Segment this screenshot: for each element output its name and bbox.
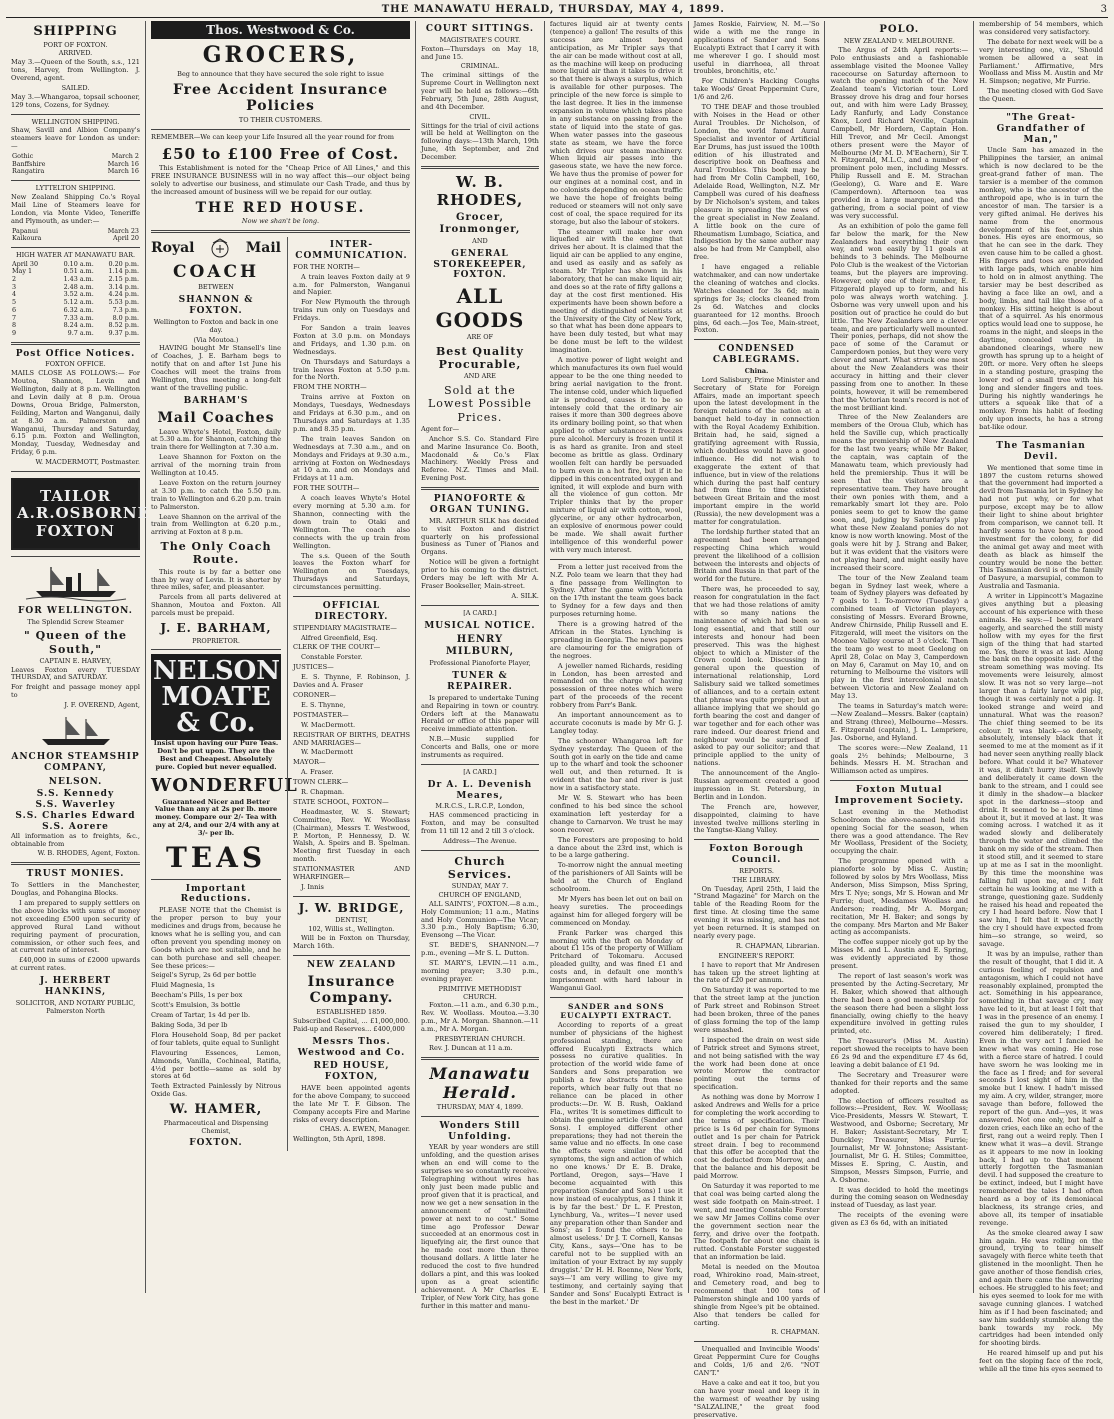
society-1: Last evening in the Methodist Schoolroom the above-named held its opening Social for the season, when there was a good attendance. The Rev Mr Woollass, President of the Society, occupying the chair. — [830, 807, 969, 856]
masthead — [6, 4, 1108, 18]
beg-text: Beg to announce that they have secured the sole right to issue — [177, 69, 384, 78]
fleet-ship: S.S. Charles Edward — [15, 811, 136, 822]
queen-text: The s.s. Queen of the South leaves the Foxton wharf for Wellington on Tuesdays, Thursdays and Saturdays, circumstances permitting. — [293, 551, 410, 592]
captain-text: CAPTAIN E. HARVEY, — [39, 656, 112, 665]
polo-subheading: NEW ZEALAND v. MELBOURNE. — [843, 37, 955, 45]
foxton-office-heading: FOXTON OFFICE. — [45, 360, 106, 369]
and-text: AND — [472, 237, 488, 246]
st-bedes-text: ST. BEDE'S, SHANNON.—7 p.m., evening —Mr S. L. Dutton. — [421, 941, 539, 958]
directory-list — [293, 625, 410, 892]
directory-label: CORONER— — [293, 690, 336, 699]
directory-label: REGISTRAR OF BIRTHS, DEATHS AND MARRIAGES— — [293, 730, 410, 747]
nelson-moate-banner: NELSON MOATE & Co. — [153, 656, 281, 739]
primitive-methodist-heading: PRIMITIVE METHODIST CHURCH. — [438, 984, 522, 1001]
ship-row: Banffshire March 16 — [12, 159, 139, 168]
royal-text: Royal — [151, 239, 195, 256]
guaranteed-text: Guaranteed Nicer and Better Value than any at 2s per lb. more money. Compare our 2/- Tea with any at 2/4, and our 2/4 with any at 3/- per lb. — [152, 797, 280, 838]
editorial-cont-2: The steamer will make her own liquefied air with the engine that drives her about. It is claimed that the liquid air can be applied to any engine, and used as easily and as safely as steam. Mr Tripler has shown in his laboratory, that he can make liquid air, and does so at the rate of fifty gallons a day at the cost first mentioned. His experiments have been shown before a meeting of distinguished scientists at the University of the City of New York, so that what has been done appears to have been duly tested, but what may be done must be left to the wildest imagination. — [549, 227, 683, 355]
price-item: Fluid Magnesia, 1s — [151, 981, 215, 990]
arrived-text: May 3.—Queen of the South, s.s., 121 tons, Harvey, from Wellington. J. Overend, agent. — [11, 58, 140, 82]
sunday-text: SUNDAY, MAY 7. — [451, 882, 509, 891]
high-water-heading: HIGH WATER AT MANAWATU BAR. — [15, 250, 136, 259]
tasmanian-devil-heading: The Tasmanian Devil. — [996, 441, 1086, 462]
watchmaker-ad: I have engaged a reliable watchmaker, and can now undertake the cleaning of watches and clocks. Watches cleaned for 3s 6d; main springs for 3s; clocks cleaned from 2s 6d. Watches and clocks guaranteed for 12 months. Brooch pins, 6d each.—Jos Tee, Main-street, Foxton. — [693, 263, 820, 335]
westwood-banner: Thos. Westwood & Co. — [151, 21, 410, 39]
appointed-text: HAVE been appointed agents for the above Company, to succeed the late Mr T. F. Gibson. The Company accepts Fire and Marine risks of every description. — [293, 1083, 410, 1124]
from-north-label: FROM THE NORTH— — [293, 383, 367, 392]
wellington-shipping-heading: WELLINGTON SHIPPING. — [31, 117, 120, 126]
polo-3: Three of the New Zealanders are members of the Oroua Club, which has held the Saville cup, which practically means the premiership of New Zealand for the last two years; while Mr Baker, the captain, was captain of the Manawatu team, which previously had held the premiership. Thus it will be seen that the visitors are a representative team. They have brought their own ponies with them, and a remarkably smart lot they are. Polo ponies seem to get to know the game soon, and, judging by Saturday's play what these New Zealand ponies do not know is now worth knowing. Most of the goals were hit by J. Strang and Baker, but it was evident that the visitors were not playing hard, and might easily have increased their score. — [830, 413, 969, 572]
from-north-text-2: The train leaves Sandon on Wednesdays at 7.30 a.m., and on Mondays and Fridays at 9.30 a.m., arriving at Foxton on Wednesdays at 10 a.m. and on Mondays and Fridays at 11 a.m. — [293, 434, 410, 483]
society-4: The report of last season's work was presented by the Acting-Secretary, Mr H. Baker, which showed that although there had been a good membership for the season there had been a slight loss financially, owing chiefly to the heavy expenditure involved in getting rules printed, etc. — [830, 971, 969, 1036]
tide-row: 9 9.7 a.m. 9.37 p.m. — [12, 328, 139, 337]
engineer-sig: R. CHAPMAN. — [771, 1328, 820, 1337]
cable-1: Lord Salisbury, Prime Minister and Secretary of State for Foreign Affairs, made an important speech upon the latest development in the foreign relations of the nation at a banquet held to-day in connection with the Royal Academy Exhibition. Britain had, he said, signed a gratifying agreement with Russia, which doubtless would have a good influence. He did not wish to exaggerate the extent of that influence, but in view of the relations which during the past half century had from time to time existed between Great Britain and the most important empire in the world (Russia), the new development was a matter for congratulation. — [693, 375, 820, 527]
directory-value: E. S. Thynne, — [301, 700, 346, 709]
and-are-text: AND ARE — [463, 372, 496, 381]
price-item: Flora Household Soap, 8d per packet of four tablets, quite equal to Sunlight — [151, 1030, 281, 1047]
ship-row: Gothic March 2 — [12, 152, 139, 161]
wonders-heading: Wonders Still Unfolding. — [439, 1120, 521, 1142]
society-cont-3: The meeting closed with God Save the Queen. — [979, 87, 1103, 104]
agencies-text: Anchor S.S. Co. Standard Fire and Marine Insurance Co. Booth, Macdonald & Co.'s Flax Machinery. Weekly Press and Referee. N.Z. Times and Mail. Evening Post. — [421, 434, 539, 483]
directory-label: JUSTICES— — [293, 663, 334, 672]
bridge-text: Will be in Foxton on Thursday, March 16th. — [293, 933, 410, 950]
polo-1: The Argus of 24th April reports:— Polo enthusiasts and a fashionable assemblage visited the Moonee Valley racecourse on Saturday afternoon to watch the opening match of the New Zealand team's Victorian tour. Lord Brassey drove his drag and four horses out, and with him were Lady Brassey, Lady Ranfurly, and Lady Constance Knox, Lord Richard Neville, Captain Campbell, Mr Hordern, Captain Hon. Hill Trevor, and Mr Cecil. Amongst others present were the Mayor of Melbourne (Mr M. D. M'Eachern), Sir T. N. Fitzgerald, M.L.C., and a number of prominent polo men, including Messrs. Philip Russell and E. M. Strachan (Geelong), G. Ware and E. Ware (Camperdown). Afternoon tea was provided in a large marquee, and the gathering, from a social point of view was very successful. — [830, 45, 969, 220]
anchor-heading: ANCHOR STEAMSHIP COMPANY, — [11, 752, 140, 773]
having-text: HAVING bought Mr Stansell's line of Coaches, J. E. Barham begs to notify that on and after 1st June his Coaches will meet the trains from Wellington, thus meeting a long-felt want of the travelling public. — [151, 344, 281, 393]
court-sittings-heading: COURT SITTINGS. — [425, 24, 535, 34]
fleet-ship: S.S. Aorere — [42, 821, 109, 832]
devil-4: As the smoke cleared away I saw him again. He was rolling on the ground, trying to tear himself savagely with fierce white teeth that glistened in the moonlight. Then he gave another of those fiendish cries, and again there came the answering echoes. He struggled to his feet; and his eyes seemed to look for me with savage cunning glances. I watched him as if I had been fascinated; and saw him suddenly stumble along the bank towards my rock. My cartridges had been intended only for shooting birds. — [979, 1228, 1103, 1348]
for-south-text: A coach leaves Whyte's Hotel every morning at 5.30 a.m. for Shannon, connecting with the down train to Otaki and Wellington. The coach also connects with the up train from Wellington. — [293, 494, 410, 550]
tuner-repairer: TUNER & REPAIRER. — [447, 671, 513, 692]
grocer-ironmonger: Grocer, Ironmonger, — [439, 212, 521, 236]
peppermint-ad: Unequalled and Invincible Woods' Great Peppermint Cure for Coughs and Colds, 1/6 and 2/6. "NOT CAN'T." — [693, 1345, 820, 1378]
st-marys-text: ST. MARY'S, LEVIN.—11 a.m., morning prayer; 3.30 p.m., evening prayer. — [421, 959, 539, 983]
between-text: BETWEEN — [198, 283, 234, 292]
directory-value: W. MacDermott — [301, 748, 354, 757]
trust-text: To Settlers in the Manchester, Douglas, and Pohangina Blocks. — [11, 881, 140, 898]
sander-text: According to reports of a great number of physicians of the highest professional standing, there are offered Eucalypti Extracts which possess no curative qualities. In protection of the world wide fame of Sanders and Sons preparation we publish a few abstracts from these reports, which bear fully out that no reliance can be placed in other products:—Dr. W. B. Rush, Oakland Fla., writes 'It is sometimes difficult to obtain the genuine article (Sander and Sons). I employed different other preparations; they had not therein the same value and no effects. In one case the effects were similar the old symptoms, the sign and action of which no one knows.' Dr E. B. Drake, Portland, Oregon, says—'Have I become acquainted with this preparation (Sander and Sons) I use it now instead of eucalyptus, as I think it is by far the best.' Dr L. F. Preston, Lynchburg, Va., writes—'I never used any preparation other than Sander and Sons'; as I found the others to be almost useless.' Dr J. T. Cornell, Kansas City, Kans., says—'One has to be careful not to be supplied with an imitation of your Extract by my supply druggist.' Dr H. H. Roenne, New York, says—'I am very willing to give my testimony, and certainly saying that Sander and Sons' Eucalypti Extract is the best in the market.' Dr — [549, 1020, 683, 1306]
lyttelton-shipping-heading: LYTTELTON SHIPPING. — [35, 184, 116, 193]
society-5: The Treasurer's (Miss M. Austin) report showed the receipts to have been £6 2s 9d and the expenditure £7 4s 6d, leaving a debit balance of £1 9d. — [830, 1037, 969, 1069]
leave-4: Leave Shannon on the arrival of the train from Wellington at 6.20 p.m., arriving at Foxton at 8 p.m. — [151, 512, 281, 537]
insurance-company-heading: Insurance Company. — [307, 973, 396, 1007]
page-number: 3 — [1100, 3, 1108, 15]
tide-row: 6 6.32 a.m. 7.3 p.m. — [12, 305, 139, 314]
column-6 — [825, 21, 974, 1293]
civil-heading: CIVIL. — [469, 112, 491, 121]
society-cont-2: The debate for next week will be a very interesting one, viz., 'Should women be allowed a seat in Parliament.' Affirmative, Mrs Woollass and Miss M. Austin and Mr H. Simpson; negative, Mr Furrie. — [979, 37, 1103, 86]
rhodes-heading: W. B. RHODES, — [436, 173, 524, 210]
polo-5: The teams in Saturday's match were:—New Zealand—Messrs. Baker (captain) and Strang (three), Melbourne—Messrs. E. Fitzgerald (captain), J. L. Lempriere, Jas. Osborne, and Hyland. — [830, 702, 969, 742]
sailed-text: May 3.—Whangaroa, topsail schooner, 129 tons, Cozens, for Sydney. — [11, 92, 140, 109]
devil-2: A writer in Lippincott's Magazine gives anything but a pleasing account of his experience with these animals. He says:—I bent forward eagerly, and searched the still misty hollow with my eyes for the first sign of the thing that had started me. Yes, there it was at last. Along the bank on the opposite side of the stream something was moving. Its movements were leisurely, almost slow. It was not so very large—not larger than a fairly large wild pig, though it was certainly not a pig. It looked strange and weird and unnatural. What was the reason? The chief thing seemed to be its colour. It was black—so densely, absolutely, intensely black that it seemed to me at the moment as if it had never seen anything really black before. What could it be? Whatever it was, it didn't hurry itself. Slowly and deliberately it came down the bank to the stream, and I could see it dimly in the shadow—a blacker spot in the darkness—stoop and drink. It seemed to be a long time about it, but it moved at last. It was coming across. I watched it as it waded slowly and deliberately through the water and climbed the bank on my side of the stream. Then it stood still, and it seemed to stare up at me as I sat in the moonlight. By this time the moonshine was falling full upon me, and I felt certain he was looking at me with a strange, questioning gaze. Suddenly he raised his head and repeated the cry I had heard before. Now that I saw him, I felt that it was exactly the cry I should have expected from him—so strange, so weird, so savage. — [979, 592, 1103, 949]
leave-1: Leave Whyte's Hotel, Foxton, daily at 5.30 a.m. for Shannon, catching the train there for Wellington at 7.30 a.m. — [151, 427, 281, 452]
directory-label: STATIONMASTER AND WHARFINGER— — [293, 865, 410, 882]
library-text: On Tuesday, April 25th, I laid the "Strand Magazine" for March on the table of the Reading Room for the first time. At closing time the same evening it was missing, and has not yet been returned. It is stamped on nearly every page. — [693, 884, 820, 941]
society-2: The programme opened with a pianoforte solo by Miss C. Austin; followed by solos by Mrs Woollass, Miss Anderson, Miss Simpson, Miss Spring, Mrs T. Nye; songs, Mr S. Howan and Mr Furrie; duet, Mesdames Woollass and Anderson; reading, Mr A. Morgan; recitation, Mr H. Baker; and songs by the company. Mrs Marton and Mr Baker acting as accompanists. — [830, 857, 969, 937]
tarsier-text: Uncle Sam has amazed in the Philippines the tarsier, an animal which is now declared to be the great-grand father of man. The tarsier is a member of the common monkey, who is the ancestor of the anthropoid ape, who is in turn the ancestor of man. The tarsier is a very gifted animal. He derives his name from the enormous development of his feet, or shin bones. His eyes are enormous, so that he can see in the dark. They even cause him to be called a ghost. His fingers and toes are provided with large pads, which enable him to hold on in almost anything. The tarsier may be best described as having a face like an owl, and a body, limbs, and tail like those of a monkey. His sitting height is about that of a squirrel. As his enormous optics would lead one to suppose, he roams in the night, and sleeps in the daytime, concealed usually in abandoned clearings, where new growth has sprung up to a height of 20ft. or more. Very often he sleeps in a standing posture, grasping the lower rod of a small tree with his long and slender fingers and toes. During his nightly wanderings he utters a squeak like that of a monkey. From his habit of feeding only upon insects, he has a strong bat-like odour. — [979, 146, 1103, 432]
society-8: It was decided to hold the meetings during the coming season on Wednesday instead of Tuesday, as last year. — [830, 1185, 969, 1210]
column-7 — [974, 20, 1108, 1374]
shan-t-long: Now we shan't be long. — [241, 217, 320, 226]
great-grandfather-heading: "The Great-Grandfather of Man," — [996, 113, 1086, 145]
hamer-sub: Pharmaceutical and Dispensing Chemist, — [163, 1118, 269, 1135]
news-2: There is a growing hatred of the African in the States. Lynching is spreading in Georgia. The news papers are clamouring for the emigration of the negroes. — [549, 620, 683, 660]
fleet-list — [11, 789, 140, 832]
coach-heading: COACH — [172, 262, 260, 283]
price-item: Cream of Tartar, 1s 4d per lb. — [151, 1011, 251, 1020]
port-heading: PORT OF FOXTON. — [43, 40, 108, 49]
grocers-heading: GROCERS, — [202, 42, 359, 69]
mails-text: MAILS CLOSE AS FOLLOWS:— For Moutoa, Shannon, Levin and Wellington, daily at 8 p.m. Wellington and Levin daily at 8 p.m. Oroua Downs, Oroua Bridge, Palmerston, Feilding, Marton and Wanganui, daily at 8.30 a.m. Palmerston and Wanganui, Thursday and Saturday, 6.15 p.m. Foxton and Wellington, Monday, Tuesday, Wednesday and Friday, 6 p.m. — [11, 369, 140, 457]
news-5: The schooner Whangaroa left for Sydney yesterday. The Queen of the South got in early on the tide and came up to the wharf and took the schooner well out, and then returned. It is evident that the bar and river is just now in a satisfactory state. — [549, 736, 683, 793]
polo-heading: POLO. — [879, 24, 920, 35]
leave-3: Leave Foxton on the return journey at 3.30 p.m. to catch the 5.50 p.m. train to Wellington and 6.20 p.m. train to Palmerston. — [151, 478, 281, 511]
ship-illustration — [36, 713, 116, 749]
ship-row: Kaikoura April 20 — [12, 234, 139, 243]
pres-text: Rev. J. Duncan at 11 a.m. — [429, 1043, 513, 1052]
rhodes-agent: W. B. RHODES, Agent, Foxton. — [37, 849, 140, 858]
for-north-label: FOR THE NORTH— — [293, 262, 360, 271]
price-item: Teeth Extracted Painlessly by Nitrous Oxide Gas. — [151, 1082, 281, 1099]
news-7: The Foresters are proposing to hold a dance about the 23rd inst, which is to be a large gathering. — [549, 835, 683, 860]
free-accident-heading: Free Accident Insurance Policies — [172, 81, 389, 115]
sold-heading: Sold at the Lowest Possible Prices. — [428, 384, 532, 424]
magistrates-court: MAGISTRATE'S COURT. — [439, 35, 521, 44]
milburn-text: Is prepared to undertake Tuning and Repairing in town or country. Orders left at the Manawatu Herald or office of this paper will receive immediate attention. — [421, 693, 539, 734]
remember-text: REMEMBER—We can keep your Life Insured all the year round for from — [151, 132, 394, 141]
news-4: An important announcement as to accurate coconuts is made by Mr G. J. Langley today. — [549, 711, 683, 735]
directory-value: W. MacDermott. — [301, 720, 356, 729]
dr-text: HAS commenced practicing in Foxton, and may be consulted from 11 till 12 and 2 till 3 o'clock. — [421, 811, 539, 836]
silk-text: MR. ARTHUR SILK has decided to visit Foxton and district quarterly on his professional business as Tuner of Pianos and Organs. — [421, 516, 539, 557]
shorter-text: This route is by far a better one than by way of Levin. It is shorter by three miles, safer, and pleasanter. — [151, 567, 281, 592]
eng-4: As nothing was done by Morrow I asked Andrews and Wells for a price for completing the work according to the terms of specification. Their price is 1s 6d per chain for Symons outlet and 1s per chain for Patrick street drain. I beg to recommend that this offer be accepted that the cost be deducted from Morrow, and that the balance and his deposit be paid Morrow. — [693, 1093, 820, 1181]
leaves-text: Leaves Foxton every TUESDAY THURSDAY, and SATURDAY. — [11, 665, 140, 682]
foxton-town: FOXTON. — [189, 1138, 243, 1149]
directory-label: POSTMASTER— — [293, 710, 349, 719]
ship-row: Rangatira March 16 — [12, 167, 139, 176]
splendid-text: The Splendid Screw Steamer — [27, 617, 124, 626]
silk-text-2: Notice will be given a fortnight prior to his coming to the district. Orders may be left with Mr A. Fraser Bookseller, Main-street. — [421, 558, 539, 590]
society-cont-1: membership of 54 members, which was considered very satisfactory. — [979, 20, 1103, 36]
player-text: Professional Pianoforte Player, — [429, 659, 531, 668]
leave-2: Leave Shannon for Foxton on the arrival of the morning train from Wellington at 10.45. — [151, 453, 281, 478]
sander-cont: James Roskie, Fairview, N. M.—'So wide a with me the range in applications of Sander and Sons Eucalypti Extract that I carry it with me wherever I go. I should most useful in diarrhoea, all throat troubles, bronchitis, etc.' — [693, 20, 820, 76]
trust-paragraph: I am prepared to supply settlers on the above blocks with sums of money not exceeding £500 upon security of approved Rural Land without requiring payment of procuration, commission, or other such fees, and at current rate of interest. — [11, 898, 140, 955]
improvement-society-heading: Foxton Mutual Improvement Society. — [834, 785, 965, 807]
parcels-text: Parcels from all parts delivered at Shannon, Moutoa and Foxton. All parcels must be prepaid. — [151, 593, 281, 618]
tea-insist-text: Insist upon having our Pure Teas. Don't be put upon. They are the Best and Cheapest. Absolutely pure. Copied but never equalled. — [153, 739, 279, 772]
teas-heading: TEAS — [165, 841, 267, 875]
intercomm-section — [287, 237, 410, 1151]
red-house-heading: THE RED HOUSE. — [195, 199, 366, 216]
eng-1: I have to report that Mr Andresen has taken up the street lighting at the rate of £20 per annum. — [693, 960, 820, 985]
arrived-heading: ARRIVED. — [58, 49, 93, 58]
ship-row: Papanui March 23 — [12, 226, 139, 235]
amount-heading: £50 to £100 Free of Cost. — [161, 144, 400, 163]
steamer-illustration — [26, 561, 126, 603]
directory-value: A. Fraser. — [301, 768, 334, 777]
column-5 — [689, 20, 826, 1419]
column-4 — [545, 20, 689, 1306]
news-8: To-morrow night the annual meeting of the parishioners of All Saints will be held at the Church of England schoolroom. — [549, 861, 683, 894]
agent-for: Agent for— — [421, 424, 460, 433]
borough-council-heading: Foxton Borough Council. — [709, 844, 804, 866]
directory-label: STATE SCHOOL, FOXTON— — [293, 797, 389, 806]
coe-heading: CHURCH OF ENGLAND, — [438, 890, 522, 899]
directory-value: R. Chapman. — [301, 788, 345, 797]
crest-icon — [205, 237, 235, 259]
shannon-foxton: SHANNON & FOXTON. — [178, 295, 254, 317]
shipping-heading: SHIPPING — [33, 24, 118, 39]
post-office-heading: Post Office Notices. — [15, 348, 136, 359]
nelson-heading: NELSON. — [48, 776, 103, 787]
lships-table — [11, 228, 140, 243]
dr-meares: Dr A. L. Devenish Meares, — [427, 779, 533, 801]
bridge-name: J. W. BRIDGE, — [298, 900, 405, 915]
trust-paragraph-2: £40,000 in sums of £2000 upwards at current rates. — [11, 956, 140, 973]
price-list — [151, 972, 281, 1099]
criminal-text: The criminal sittings of the Supreme Court in Wellington next year will be held as follows:—6th February, 5th June, 28th August, and 4th December. — [421, 71, 539, 111]
for-north-text: A train leaves Foxton daily at 9 a.m. for Palmerston, Wanganui and Napier. — [293, 272, 410, 297]
hankins-sub: SOLICITOR, AND NOTARY PUBLIC, Palmerston North — [15, 998, 136, 1015]
directory-value: J. Innis — [301, 883, 324, 891]
mail-text: Mail — [245, 239, 281, 256]
pianoforte-heading: PIANOFORTE & ORGAN TUNING. — [429, 494, 530, 515]
tailor-ad — [11, 478, 151, 550]
established-text: ESTABLISHED 1859. — [316, 1008, 387, 1017]
are-of-text: ARE OF — [466, 333, 494, 342]
presbyterian-heading: PRESBYTERIAN CHURCH. — [434, 1034, 526, 1043]
establishment-text: This Establishment is noted for the "Cheap Price of All Lines," and this FREE INSURANCE BUSINESS will in no way affect this—our object being solely to advertise our business, and stimulate our Cash Trade, and thus by the increased amount of business will we be repaid for our outlay. — [151, 163, 410, 196]
barham-name: J. E. BARHAM, — [160, 621, 272, 636]
tide-table — [11, 261, 140, 338]
column-1 — [6, 21, 151, 1293]
news-10: Frank Parker was charged this morning with the theft on Monday of about £1 15s of the property of William Pritchard of Tokomaru. Accused pleaded guilty, and was fined £1 and costs and, in default one month's imprisonment with hard labour in Wanganui Gaol. — [549, 928, 683, 992]
musical-notice-heading: MUSICAL NOTICE. — [424, 620, 536, 631]
editorial-text: YEAR by year wonders are still unfolding, and the question arises when an end will come to the surprises we so constantly receive. Telegraphing without wires has only just been made public and proof given that it is practical, and now we get a new sensation in the announcement of "unlimited power at next to no cost." Some time ago Professor Dewar succeeded at an enormous cost in liquefying air, the first ounce that he made cost more than three thousand dollars. A little later he reduced the cost to five hundred dollars a pint, and this was looked upon as a great scientific achievement. A Mr Charles E. Tripler, of New York City, has gone further in this matter and manu- — [421, 1143, 539, 1310]
milburn-name: HENRY MILBURN, — [445, 634, 515, 658]
tide-row: 8 8.24 a.m. 8.52 p.m. — [12, 321, 139, 330]
price-item: Baking Soda, 3d per lb — [151, 1021, 228, 1030]
hamer-name: W. HAMER, — [169, 1102, 263, 1118]
cablegrams-heading: CONDENSED CABLEGRAMS. — [712, 344, 801, 366]
salzaline-ad: Have a cake and eat it too, but you can have your meal and keep it in the warmest of weather by using "SALZALINE," the great food preservative. — [693, 1378, 820, 1419]
cable-3: There was, he proceeded to say, reason for congratulation in the fact that we had those relations of amity with so many nations the maintenance of which had been so long essential, and that still our interests and honour had been preserved. This was the highest object to which a Minister of the Crown could look. Discussing in general upon the question of international relationship, Lord Salisbury said we talked sometimes of alliances, and to a certain extent that phrase was quite proper; but an alliance implying that we should go forth bearing the cost and danger of war together and for each other was rare indeed. Our dearest friend and neighbour would be surprised if asked to pay our solicitor; and that principle applied to the unity of nations. — [693, 585, 820, 768]
directory-label: MAYOR— — [293, 758, 326, 767]
only-coach-heading: The Only Coach Route. — [160, 540, 272, 567]
freight-text: For freight and passage money appl to — [11, 683, 140, 700]
proprietor: PROPRIETOR. — [192, 636, 240, 645]
tide-row: 2 1.43 a.m. 2.15 p.m. — [12, 275, 139, 284]
herald-date: THURSDAY, MAY 4, 1899. — [436, 1103, 524, 1112]
editorial-cont-3: A motive power of light weight and which manufactures its own fuel would appear to be the one thing needed to bring aerial navigation to the front. The intense cold, under which liquefied air is produced, causes it to be so intensely cold that the ordinary air raises it more than 300 degrees above its ordinary boiling point, so that when applied to other substances it freezes pure alcohol. Mercury is frozen until it is as hard as granite. Iron and steel become as brittle as glass. Ordinary woollen felt can hardly be persuaded to burn even in a hot fire, but if it be dipped in this concentrated oxygen and ignited, it will explode and burn with all the violence of gun cotton. Mr Tripler thinks that by the proper mixture of liquid air with cotton, wool, glycerine, or any other hydrocarbon, an explosive of enormous power could be made. We shall await further intelligence of this wonderful power with very much interest. — [549, 356, 683, 554]
tailor-ad-text: TAILOR A.R.OSBORNE FOXTON — [17, 487, 151, 540]
polo-4: The tour of the New Zealand team began in Sydney last week, where a team of Sydney players was defeated by 7 goals to 1. To-morrow (Tuesday) a combined team of Victorian players, consisting of Messrs. Everard Browne, Andrew Chirnside, Philip Russell and E. Fitzgerald, will meet the visitors on the Moonee Valley course at 3 o'clock. Then the team go west to meet Geelong on April 28, Colac on May 3, Camperdown on May 6, Caramut on May 10, and on returning to Melbourne the visitors will play in the first intercolonial match between Victoria and New Zealand on May 13. — [830, 573, 969, 701]
fleet-ship: S.S. Waverley — [35, 800, 116, 811]
directory-value: Alfred Greenfield, Esq. — [301, 633, 378, 642]
willis-text: 102, Willis st., Wellington. — [308, 925, 395, 934]
sander-heading: SANDER and SONS EUCALYPTI EXTRACT. — [560, 1001, 673, 1020]
tide-row: April 30 0.10 a.m. 0.20 p.m. — [12, 259, 139, 268]
sandon-text: For Sandon a train leaves Foxton at 3.0 p.m. on Mondays and Fridays, and 1.30 p.m. on Wednesdays. — [293, 324, 410, 356]
for-wellington-heading: FOR WELLINGTON. — [18, 605, 133, 616]
wonderful-heading: WONDERFUL — [151, 774, 298, 796]
price-item: Beecham's Pills, 1s per box — [151, 991, 243, 1000]
new-plymouth-text: For New Plymouth the through trains run only on Tuesdays and Fridays. — [293, 298, 410, 323]
tide-row: 3 2.48 a.m. 3.14 p.m. — [12, 282, 139, 291]
mrcs-text: M.R.C.S., L.R.C.P., London, — [435, 802, 525, 811]
wellington-text: Wellington to Foxton and back in one day. — [153, 317, 279, 334]
price-item: Seigel's Syrup, 2s 6d per bottle — [151, 971, 257, 980]
sailed-heading: SAILED. — [61, 83, 90, 92]
messrs-text: Messrs Thos. Westwood and Co. — [297, 1036, 406, 1058]
fleet-ship: S.S. Kennedy — [36, 789, 115, 800]
nb-text: N.B.—Music supplied for Concerts and Balls, one or more instruments as required. — [421, 735, 539, 760]
silk-sig: A. SILK. — [511, 591, 539, 600]
society-6: The Secretary and Treasurer were thanked for their reports and the same adopted. — [830, 1070, 969, 1095]
tide-row: 7 7.33 a.m. 8.0 p.m. — [12, 313, 139, 322]
for-south-label: FOR THE SOUTH— — [293, 484, 360, 493]
postmaster-sig: W. MACDERMOTT, Postmaster. — [35, 458, 140, 467]
via-text: (Via Moutoa.) — [193, 335, 239, 344]
cable-4: The announcement of the Anglo-Russian agreement created a good impression in St. Petersburg, in Berlin and in London. — [693, 769, 820, 801]
lyttelton-shipping-text: New Zealand Shipping Co.'s Royal Mail Line of Steamers leave for London, via Monte Video, Teneriffe and Plymouth, as under:— — [11, 192, 140, 225]
wellington-shipping-text: Shaw, Savill and Albion Company's steamers leave for London as under:— — [11, 126, 140, 151]
directory-label: STIPENDIARY MAGISTRATE— — [293, 623, 397, 632]
devil-1: We mentioned that some time in 1897 the custom returns showed that the government had imported a devil from Tasmania let in Sydney he had not put why, or for what purpose, except may be to allow their light to shine about brighter from comparison, we cannot tell. It hardly seems to have been a good investment for the colony, for did the animal get away and meet with death as black as himself the country would be none the better. This Tasmanian devil is of the family of Dasyure, a marsupial, common to Australia and Tasmania. — [979, 463, 1103, 591]
trust-monies-heading: TRUST MONIES. — [26, 869, 125, 880]
directory-label: TOWN CLERK— — [293, 778, 349, 787]
nz-heading: NEW ZEALAND — [306, 959, 397, 970]
card-label: [A CARD.] — [463, 608, 497, 617]
ewen-sig: CHAS. A. EWEN, Manager. — [319, 1125, 410, 1134]
official-directory-heading: OFFICIAL DIRECTORY. — [314, 601, 389, 622]
directory-value: Headmaster, W. S. Stewart; Committee, Rev. W. Woollass (Chairman), Messrs T. Westwood, P. Morton, P. Hennessy, D. W. Walsh, A. Speirs and B. Spelman. Meeting first Tuesday in each month. — [293, 807, 410, 864]
hankins-name: J. HERBERT HANKINS, — [39, 976, 112, 997]
news-1: From a letter just received from the N.Z. Polo team we learn that they had a fine passage from Wellington to Sydney. After the game with Victoria on the 17th instant the team goes back to Sydney for a few days and then purposes returning home. — [549, 562, 683, 619]
eng-6: Metal is needed on the Moutoa road, Whirokino road, Main-street, and Cemetery road, and beg to recommend that 100 tons of Palmerston shingle and 100 yards of shingle from Ngee's pit be obtained. Also that tenders be called for carting. — [693, 1263, 820, 1327]
address-text: Address—The Avenue. — [443, 836, 517, 845]
librarian-sig: R. CHAPMAN, Librarian. — [735, 941, 820, 950]
society-7: The election of officers resulted as follows:—President, Rev. W. Woollass; Vice-Presidents, Messrs W. Stewart, T. Westwood, and Osborne; Secretary, Mr H. Baker; Assistant-Secretary, Mr T. Dunckley; Treasurer, Miss Furrie; Journalist, Mr W. Johnstone; Assistant-Journalist, Mr G. H. Stiles; Committee, Misses E. Spring, C. Austin, and Simpson, Messrs Simpson, Furrie, and A. Osborne. — [830, 1096, 969, 1184]
all-goods-heading: ALL GOODS — [435, 284, 525, 333]
column-3 — [416, 21, 545, 1310]
coe-text: ALL SAINTS', FOXTON.—8 a.m., Holy Communion; 11 a.m., Matins and Holy Communion—The Vicar; 3.30 p.m., Holy Baptism; 6.30, Evensong —The Vicar. — [421, 899, 539, 940]
coach-ad — [151, 237, 298, 1151]
cable-2: The lordship further stated that an agreement had been arranged respecting China which would prevent the likelihood of a collision between the interests and objects of Britain and Russia in that part of the world for the future. — [693, 527, 820, 584]
to-customers: TO THEIR CUSTOMERS. — [238, 116, 323, 125]
herald-nameplate: Manawatu Herald. — [429, 1063, 531, 1102]
news-6: Mr W. S. Stewart who has been confined to his bed since the school examination left yesterday for a change to Carnarvon. We trust he may soon recover. — [549, 794, 683, 834]
society-9: The receipts of the evening were given as £3 6s 6d, with an initiated — [830, 1211, 969, 1228]
polo-2: As an exhibition of polo the game fell far below the mark, for the New Zealanders had everything their own way, and won easily by 11 goals at behinds to 3 behinds. The Melbourne Polo Club is the weakest of the Victorian teams, but the players are improving. However, only one of their number, E. Fitzgerald played up to form, and his polo was always worth watching. J. Osborne was very unwell upon and his position out of practice he could do but little. The New Zealanders are a clever team, and are particularly well mounted. Their ponies, perhaps, did not show the pace of some of the Caramut or Camperdown ponies, but they were very clever and smart. What struck one most about the New Zealanders was their accuracy in hitting and their clever passing from one to another. In these points, however, it will be remembered that the Victorian team's record is not of the most brilliant kind. — [830, 221, 969, 412]
from-north-text: Trains arrive at Foxton on Mondays, Tuesdays, Wednesdays and Fridays at 6.30 p.m., and on Thursdays and Saturdays at 1.35 p.m. and 8.35 p.m. — [293, 393, 410, 433]
overend-agent: J. F. OVEREND, Agent, — [64, 701, 140, 710]
civil-text: Sittings for the trial of civil actions will be held at Wellington on the following days:—13th March, 19th June, 4th September, and 2nd December. — [421, 121, 539, 162]
directory-label: CLERK OF THE COURT— — [293, 643, 381, 652]
china-heading: China. — [744, 366, 769, 375]
devil-5: He reared himself up and put his feet on the sloping face of the rock, while all the time his eyes seemed to — [979, 1349, 1103, 1374]
eng-2: On Saturday it was reported to me that the street lamp at the junction of Park street and Robinson Street had been broken, three of the panes of glass forming the top of the lamp were smashed. — [693, 986, 820, 1034]
criminal-heading: CRIMINAL. — [460, 62, 500, 71]
best-quality-heading: Best Quality Procurable, — [435, 345, 524, 372]
eng-3: I inspected the drain on west side of Patrick street and Symons street, and not being satisfied with the way the work had been done at once wrote Morrow the contractor pointing out the terms of specification. — [693, 1035, 820, 1092]
barhams-heading: BARHAM'S — [183, 395, 249, 406]
reports-heading: REPORTS. — [739, 866, 774, 875]
masthead-title: THE MANAWATU HERALD, THURSDAY, MAY 4, 1899. — [381, 3, 725, 15]
devil-3: It was by an impulse, rather than the result of thought, that I did it. A curious feeling of repulsion and antagonism, which I could not have reasonably explained, prompted the act. Something in his appearance, something in that savage cry, may have led to it, but at least I felt that I was in the presence of an enemy. I raised the gun to my shoulder, I covered him deliberately; I fired. Even in the very act I fancied he knew what was coming. He rose with a fierce stare of hatred. I could have sworn he was looking me in the face as I fired; and for several seconds I lost sight of him in the smoke but I knew. I hadn't missed my aim. A cry, wilder, stranger, more savage than before, followed the report of the gun. And—yes, it was answered. Not one only, but half a dozen cries, each like an echo of the first, rang out a weird reply. Then I knew what it was—a devil. Strange as it appears to me now in looking back, I had up to that moment utterly forgotten the Tasmanian devil. I had supposed the creature to be extinct, indeed, but I might have remembered the tales I had often heard as a boy of its demoniacal blackness, its strange cries, and above all, its temper of insatiable revenge. — [979, 949, 1103, 1227]
eng-5: On Saturday it was reported to me that coal was being carted along the west side footpath on Main-street. I went, and meeting Constable Forster we saw Mr James Collins come over the government section near the ferry, and drive over the footpath. The footpath for about one chain is rutted. Constable Forster suggested that an information be laid. — [693, 1182, 820, 1262]
pm-text: Foxton.—11 a.m., and 6.30 p.m., Rev. W. Woollass. Moutoa.—3.30 p.m., Mr A. Morgan. Shannon.—11 a.m., Mr A. Morgan. — [421, 1001, 539, 1034]
dentist-text: DENTIST, — [335, 916, 368, 925]
society-3: The coffee supper nicely got up by the Misses M. and L. Austin and E. Spring, was evidently appreciated by those present. — [830, 938, 969, 971]
important-reductions: Important Reductions. — [180, 883, 252, 905]
tide-row: 5 5.12 a.m. 5.53 p.m. — [12, 298, 139, 307]
general-storekeeper: GENERAL STOREKEEPER, FOXTON. — [433, 248, 527, 281]
queen-of-south-heading: " Queen of the South," — [24, 629, 127, 656]
ships-table — [11, 153, 140, 176]
directory-value: Constable Forster. — [301, 653, 363, 662]
price-item: Flavouring Essences, Lemon, Almonds, Vanilla, Cochineal, Ratifia, 4½d per bottle—same as sold by stores at 6d — [151, 1048, 281, 1081]
woods-cure-ad: For Children's Hacking Coughs take Woods' Great Peppermint Cure, 1/6 and 2/6. — [693, 77, 820, 102]
price-item: Scott's Emulsion, 3s bottle — [151, 1001, 241, 1010]
tide-row: 4 3.52 a.m. 4.24 p.m. — [12, 290, 139, 299]
directory-value: E. S. Thynne, F. Robinson, J. Davies and A. Fraser — [293, 673, 410, 690]
tide-row: May 1 0.51 a.m. 1.14 p.m. — [12, 267, 139, 276]
polo-6: The scores were:—New Zealand, 11 goals 2½ behinds; Melbourne, 3 behinds. Messrs H. M. Strachan and Williamson acted as umpires. — [830, 743, 969, 776]
news-3: A jeweller named Richards, residing in London, has been arrested and remanded on the charge of having possession of three notes which were part of the proceeds of the recent robbery from Parr's Bank. — [549, 661, 683, 710]
intercommunication-heading: INTER-COMMUNICATION. — [295, 240, 408, 261]
column-2 — [146, 21, 416, 1293]
thursdays-text: On Thursdays and Saturdays a train leaves Foxton at 5.50 p.m. for the North. — [293, 357, 410, 382]
news-9: Mr Myers has been let out on bail on heavy sureties. The proceedings against him for alleged forgery will be commenced on Monday. — [549, 894, 683, 927]
editorial-cont-1: factures liquid air at twenty cents (tenpence) a gallon! The results of this success are almost beyond anticipation, as Mr Tripler says that the air can be made without cost at all, as the machine will keep on producing more liquid air than it takes to drive it so that there is always a surplus, which is available for other purposes. The principle of the new force is simple to the last degree. It lies in the immense expansion in volume which takes place in any substance on passing from the state of liquid into the state of gas. When water passes into the gaseous state as steam, we have the force which drives our steam machinery. When liquid air passes into the gaseous state, we have the new force. We have thus the promise of power for our engines at a nominal cost, and in no colonists depending on ocean traffic we have the hope of freights being reduced or steamers will not only save cost of coal, the space required for its storage, but also the labour of stokers. — [549, 20, 683, 226]
date-text: Wellington, 5th April, 1898. — [293, 1135, 386, 1144]
red-house-foxton: RED HOUSE, FOXTON, — [313, 1061, 390, 1083]
mail-coaches-heading: Mail Coaches — [157, 409, 275, 426]
deaf-ad: TO THE DEAF and those troubled with Noises in the Head or other Aural Troubles. Dr Nicholson, of London, the world famed Aural Specialist and inventor of Artificial Ear Drums, has just issued the 100th edition of his illustrated and descriptive book on Deafness and Aural Troubles. This book may be had from Mr Colin Campbell, 160, Adelaide Road, Wellington, N.Z. Mr Campbell was cured of his deafness by Dr Nicholson's system, and takes pleasure in spreading the news of the great specialist in New Zealand. A little book on the cure of Rheumatism Lumbago, Sciatica, and Indigestion by the same author may also be had from Mr Campbell, also free. — [693, 103, 820, 262]
capital-text: Subscribed Capital, ... £1,000,000. Paid-up and Reserves... £400,000 — [293, 1016, 410, 1033]
library-heading: THE LIBRARY. — [732, 875, 781, 884]
engineer-heading: ENGINEER'S REPORT. — [718, 951, 795, 960]
cable-5: The French are, however, disappointed, claiming to have invested twelve millions sterling in the Yangtse-Kiang Valley. — [693, 802, 820, 835]
all-info-text: All information as to freights, &c., obtainable from — [11, 831, 140, 848]
church-services-heading: Church Services. — [447, 854, 512, 881]
mc-text: Foxton—Thursdays on May 18, and June 15. — [421, 44, 539, 61]
card-label-2: [A CARD.] — [463, 768, 497, 777]
please-note-text: PLEASE NOTE that the Chemist is the proper person to buy your medicines and drugs from, because he knows what he is selling you, and can often prevent you spending money on Goods which are not suitable, and he can both purchase and sell cheaper. See these prices:— — [151, 906, 281, 970]
